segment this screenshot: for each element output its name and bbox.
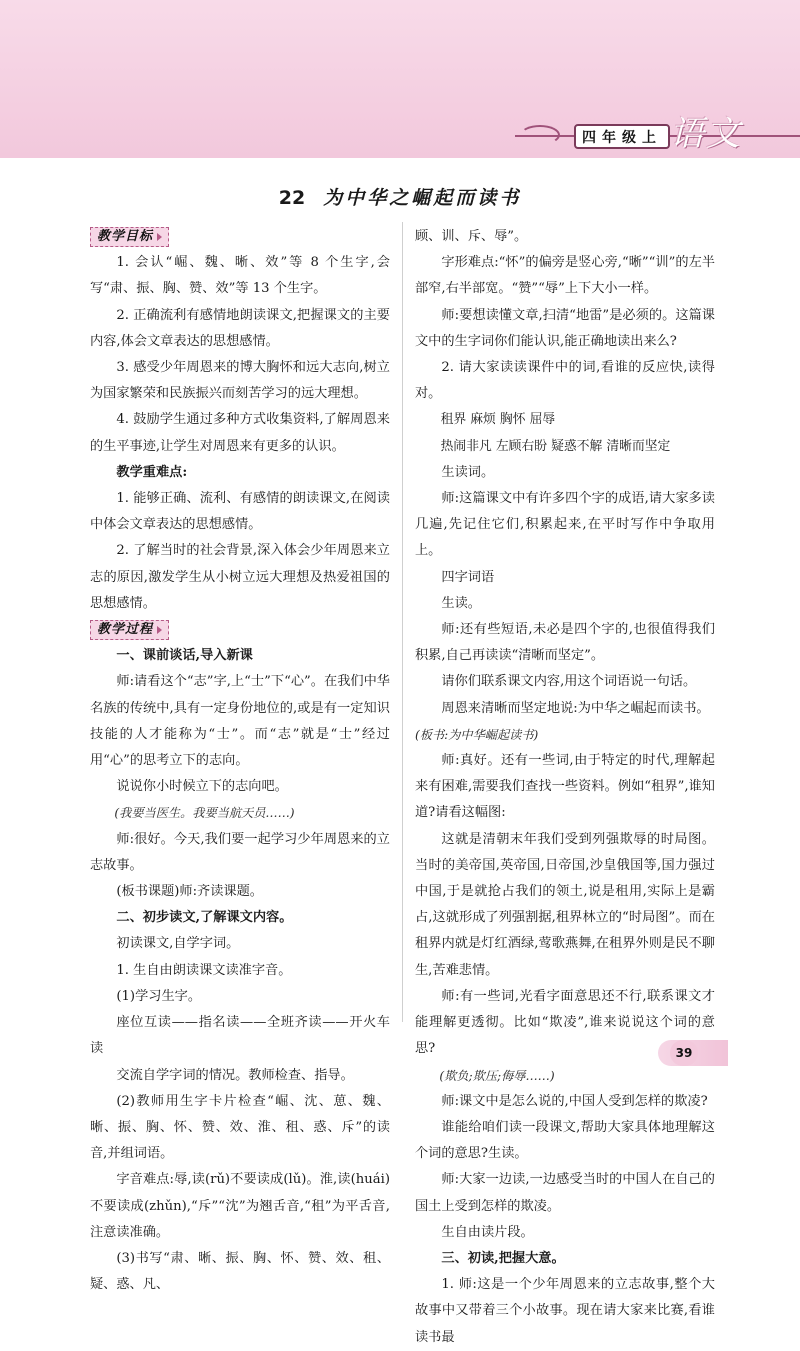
paragraph: (1)学习生字。 <box>116 988 202 1004</box>
paragraph: 周恩来清晰而坚定地说:为中华之崛起而读书。 <box>441 700 710 716</box>
paragraph: 字音难点:辱,读(rǔ)不要读成(lǔ)。淮,读(huái)不要读成(zhǔn),“斥”“沈”为翘舌音,“租”为平舌音,注意读准确。 <box>90 1172 390 1240</box>
left-column <box>90 224 390 1298</box>
section-tag-teaching-process: 教学过程 <box>90 620 169 640</box>
part1-heading: 一、课前谈话,导入新课 <box>116 648 253 664</box>
word-list: 租界 麻烦 胸怀 屈辱 <box>440 412 556 428</box>
paragraph: 说说你小时候立下的志向吧。 <box>116 779 288 795</box>
paragraph: 师:有一些词,光看字面意思还不行,联系课文才能理解更透彻。比如“欺凌”,谁来说说这个词的意思? <box>415 988 715 1057</box>
paragraph: 1. 生自由朗读课文读准字音。 <box>116 962 292 978</box>
subject-logo: 语文 <box>670 114 742 154</box>
paragraph: 1. 师:这是一个少年周恩来的立志故事,整个大故事中又带着三个小故事。现在请大家来比赛,看谁读书最 <box>415 1277 715 1345</box>
key-point-item: 1. 能够正确、流利、有感情的朗读课文,在阅读中体会文章表达的思想感情。 <box>90 491 390 533</box>
paragraph: 字形难点:“怀”的偏旁是竖心旁,“晰”“训”的左半部窄,右半部宽。“赞”“辱”上下大小一样。 <box>415 255 715 297</box>
paragraph: 顾、训、斥、辱”。 <box>415 229 528 244</box>
paragraph: 师:请看这个“志”字,上“士”下“心”。在我们中华名族的传统中,具有一定身份地位的,或是有一定知识技能的人才能称为“士”。而“志”就是“士”经过用“心”的思考立下的志向。 <box>90 674 390 769</box>
paragraph: 初读课文,自学字词。 <box>116 936 240 952</box>
section-tag-teaching-goals: 教学目标 <box>90 227 169 247</box>
paragraph: 生读词。 <box>441 464 495 480</box>
paragraph: 谁能给咱们读一段课文,帮助大家具体地理解这个词的意思?生读。 <box>415 1119 715 1162</box>
column-divider <box>402 222 403 1022</box>
word-list: 热闹非凡 左顾右盼 疑惑不解 清晰而坚定 <box>440 438 671 454</box>
right-column <box>415 224 715 1351</box>
student-answer-note: (我要当医生。我要当航天员……) <box>114 806 295 821</box>
key-point-item: 2. 了解当时的社会背景,深入体会少年周恩来立志的原因,激发学生从小树立远大理想及热爱祖国的思想感情。 <box>90 543 390 611</box>
paragraph: 座位互读——指名读——全班齐读——开火车读 <box>90 1015 390 1057</box>
paragraph: 师:很好。今天,我们要一起学习少年周恩来的立志故事。 <box>90 831 390 873</box>
paragraph: 请你们联系课文内容,用这个词语说一句话。 <box>441 674 697 690</box>
paragraph: 师:还有些短语,未必是四个字的,也很值得我们积累,自己再读读“清晰而坚定”。 <box>415 622 715 664</box>
grade-label: 四年级上 <box>574 124 670 149</box>
goal-item: 3. 感受少年周恩来的博大胸怀和远大志向,树立为国家繁荣和民族振兴而刻苦学习的远大理想。 <box>90 360 390 402</box>
paragraph: 生自由读片段。 <box>441 1224 534 1240</box>
goal-item: 1. 会认“崛、魏、晰、效”等 8 个生字,会写“肃、振、胸、赞、效”等 13 个生字。 <box>90 255 390 297</box>
blackboard-note: (板书:为中华崛起读书) <box>415 727 539 742</box>
goal-item: 4. 鼓励学生通过多种方式收集资料,了解周恩来的生平事迹,让学生对周恩来有更多的认识。 <box>90 412 390 454</box>
paragraph: 师:课文中是怎么说的,中国人受到怎样的欺凌? <box>441 1093 708 1109</box>
lesson-number: 22 <box>278 187 306 209</box>
lesson-title <box>0 183 800 210</box>
paragraph: 师:真好。还有一些词,由于特定的时代,理解起来有困难,需要我们查找一些资料。例如“租界”,谁知道?请看这幅图: <box>415 753 715 821</box>
paragraph: 生读。 <box>441 595 481 611</box>
paragraph: 2. 请大家读读课件中的词,看谁的反应快,读得对。 <box>415 360 715 402</box>
paragraph: 四字词语 <box>441 569 495 585</box>
paragraph: 交流自学字词的情况。教师检查、指导。 <box>116 1067 354 1083</box>
paragraph: 师:大家一边读,一边感受当时的中国人在自己的国土上受到怎样的欺凌。 <box>415 1172 715 1214</box>
paragraph: (2)教师用生字卡片检查“崛、沈、葸、魏、晰、振、胸、怀、赞、效、淮、租、惑、斥”的读音,并组词语。 <box>90 1093 390 1162</box>
student-answer-note: (欺负;欺压;侮辱……) <box>439 1068 555 1083</box>
goal-item: 2. 正确流利有感情地朗读课文,把握课文的主要内容,体会文章表达的思想感情。 <box>90 307 390 349</box>
paragraph: (3)书写“肃、晰、振、胸、怀、赞、效、租、疑、惑、凡、 <box>90 1250 390 1293</box>
paragraph: 师:要想读懂文章,扫清“地雷”是必须的。这篇课文中的生字词你们能认识,能正确地读出来么? <box>415 307 715 349</box>
paragraph: 师:这篇课文中有许多四个字的成语,请大家多读几遍,先记住它们,积累起来,在平时写作中争取用上。 <box>415 491 715 559</box>
lesson-name: 为中华之崛起而读书 <box>323 187 522 209</box>
paragraph: (板书课题)师:齐读课题。 <box>116 884 263 900</box>
page-number: 39 <box>670 1040 698 1066</box>
key-points-label: 教学重难点: <box>116 464 188 480</box>
paragraph: 这就是清朝末年我们受到列强欺辱的时局图。当时的美帝国,英帝国,日帝国,沙皇俄国等,国力强过中国,于是就抢占我们的领土,说是租用,实际上是霸占,这就形成了列强割据,租界林立的“时局图”。而在租界内就是灯红酒绿,莺歌燕舞,在租界外则是民不聊生,苦难悲情。 <box>415 831 715 978</box>
part3-heading: 三、初读,把握大意。 <box>441 1250 565 1266</box>
part2-heading: 二、初步读文,了解课文内容。 <box>116 910 293 926</box>
